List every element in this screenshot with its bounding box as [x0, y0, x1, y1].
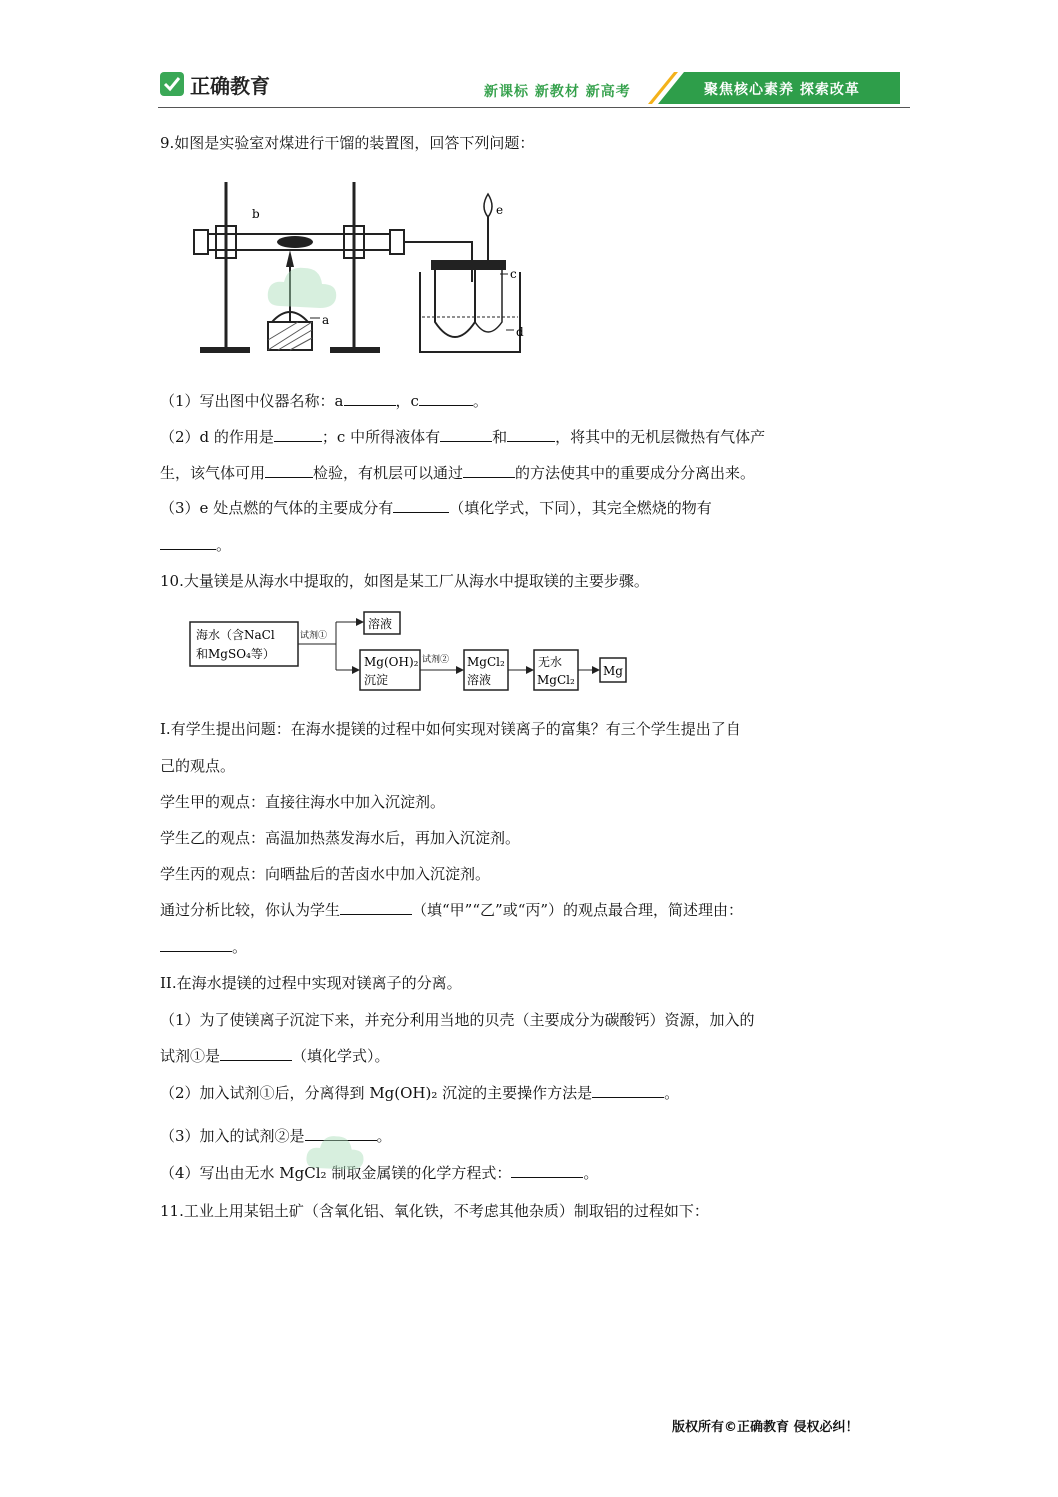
q10-reason: 。: [160, 937, 247, 957]
check-icon: [160, 72, 184, 96]
label-e: e: [496, 203, 504, 217]
svg-text:溶液: 溶液: [368, 617, 393, 631]
copyright-footer: 版权所有©正确教育 侵权必纠！: [672, 1420, 859, 1435]
svg-text:试剂①: 试剂①: [300, 631, 328, 641]
svg-text:溶液: 溶液: [467, 673, 492, 687]
q10-student-b: 学生乙的观点：高温加热蒸发海水后，再加入沉淀剂。: [160, 829, 521, 847]
label-d: d: [516, 325, 524, 339]
q10-title: 10.大量镁是从海水中提取的，如图是某工厂从海水中提取镁的主要步骤。: [160, 572, 649, 590]
label-b: b: [252, 207, 260, 221]
svg-text:MgCl₂: MgCl₂: [467, 655, 505, 669]
watermark-cloud-icon: [300, 1128, 370, 1178]
q11-title: 11.工业上用某铝土矿（含氧化铝、氧化铁，不考虑其他杂质）制取铝的过程如下：: [160, 1202, 709, 1220]
svg-text:和MgSO₄等）: 和MgSO₄等）: [196, 647, 275, 661]
svg-text:Mg(OH)₂: Mg(OH)₂: [364, 655, 419, 669]
q9-title: 9.如图是实验室对煤进行干馏的装置图，回答下列问题：: [160, 134, 535, 152]
q9-part3-line1: （3）e 处点燃的气体的主要成分有 （填化学式，下同），其完全燃烧的物有: [160, 499, 712, 517]
q9-part2-line2: 生，该气体可用 检验，有机层可以通过 的方法使其中的重要成分分离出来。: [160, 464, 756, 482]
svg-text:海水（含NaCl: 海水（含NaCl: [196, 628, 275, 642]
q9-part1: （1）写出图中仪器名称：a ，c 。: [160, 392, 488, 410]
dry-distillation-apparatus: [190, 172, 540, 362]
watermark-cloud-icon: [262, 258, 342, 318]
svg-text:沉淀: 沉淀: [364, 673, 389, 687]
svg-text:试剂②: 试剂②: [422, 655, 450, 665]
svg-text:Mg: Mg: [603, 664, 623, 678]
page-header: [158, 68, 910, 108]
q10-compare: 通过分析比较，你认为学生 （填“甲”“乙”或“丙”）的观点最合理，简述理由：: [160, 901, 744, 919]
q10-part1-line2: 己的观点。: [160, 757, 236, 775]
q9-part3-line2: 。: [160, 535, 231, 555]
q10-student-c: 学生丙的观点：向晒盐后的苦卤水中加入沉淀剂。: [160, 865, 491, 883]
svg-text:无水: 无水: [538, 655, 563, 669]
header-divider: [158, 107, 910, 108]
brand-name: 正确教育: [190, 74, 270, 98]
magnesium-flowchart: [188, 608, 628, 694]
q10-part2-title: II.在海水提镁的过程中实现对镁离子的分离。: [160, 974, 462, 992]
label-c: c: [510, 267, 517, 281]
q10-part2-q4: （4）写出由无水 MgCl₂ 制取金属镁的化学方程式： 。: [160, 1164, 599, 1182]
svg-text:MgCl₂: MgCl₂: [537, 673, 575, 687]
q10-part1-line1: I.有学生提出问题：在海水提镁的过程中如何实现对镁离子的富集？有三个学生提出了自: [160, 720, 741, 738]
header-tags: 新课标 新教材 新高考: [484, 84, 631, 100]
q10-part2-q1-line1: （1）为了使镁离子沉淀下来，并充分利用当地的贝壳（主要成分为碳酸钙）资源，加入的: [160, 1011, 755, 1029]
q10-part2-q1-line2: 试剂①是 （填化学式）。: [160, 1047, 390, 1065]
q10-student-a: 学生甲的观点：直接往海水中加入沉淀剂。: [160, 793, 446, 811]
banner-text: 聚焦核心素养 探索改革: [704, 82, 860, 98]
q9-part2-line1: （2）d 的作用是 ；c 中所得液体有 和 ，将其中的无机层微热有气体产: [160, 428, 766, 446]
q10-part2-q2: （2）加入试剂①后，分离得到 Mg(OH)₂ 沉淀的主要操作方法是 。: [160, 1084, 680, 1102]
q10-part2-q3: （3）加入的试剂②是 。: [160, 1127, 392, 1145]
label-a: a: [322, 313, 330, 327]
